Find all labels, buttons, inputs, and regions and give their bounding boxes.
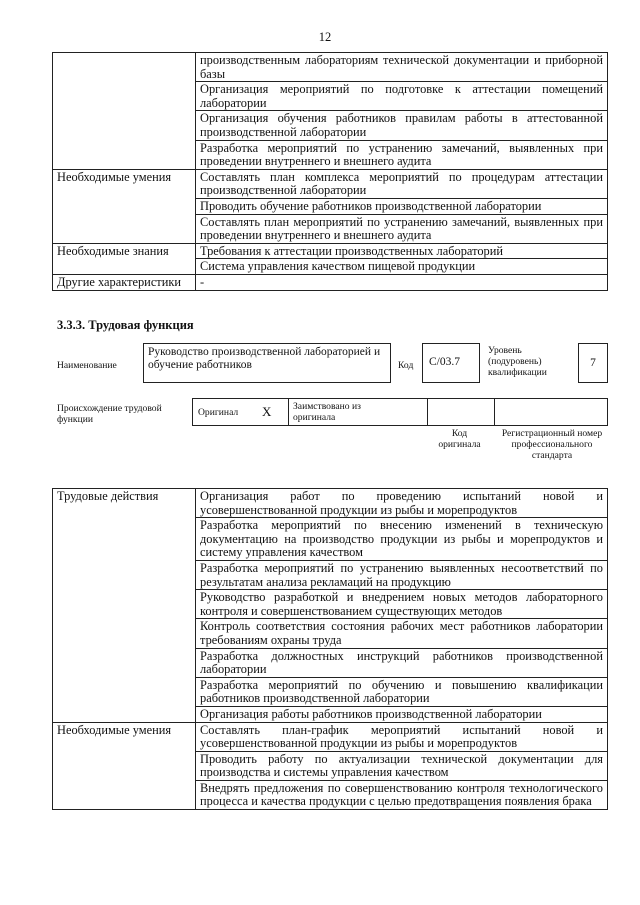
row-label: Другие характеристики <box>53 274 196 290</box>
row-label: Трудовые действия <box>53 489 196 723</box>
table-cell: Организация работы работников производственной лаборатории <box>196 706 608 722</box>
function-name-value: Руководство производственной лабораторией и обучение работников <box>148 346 381 371</box>
original-mark: X <box>262 404 272 419</box>
table-cell: Разработка мероприятий по устранению выявленных несоответствий по результатам анализа рекламаций на продукцию <box>196 560 608 589</box>
level-box <box>578 343 608 383</box>
table-cell: Разработка мероприятий по внесению изменений в техническую документацию на производство продукции из рыбы и морепродуктов и систему управления качеством <box>196 518 608 561</box>
table-row <box>53 53 608 82</box>
row-label <box>53 53 196 170</box>
origin-divider <box>494 398 495 426</box>
level-value: 7 <box>590 357 596 369</box>
origin-table <box>192 398 608 426</box>
section-title: 3.3.3. Трудовая функция <box>57 318 194 332</box>
table-labor-function <box>52 488 608 810</box>
table-continued <box>52 52 608 291</box>
reg-caption: Регистрационный номер профессионального стандарта <box>501 428 603 461</box>
code-label: Код <box>398 360 414 371</box>
table-cell: Разработка должностных инструкций работников производственной лаборатории <box>196 648 608 677</box>
table-row <box>53 169 608 198</box>
table-cell: Составлять план комплекса мероприятий по процедурам аттестации производственной лаборатории <box>196 169 608 198</box>
table-row <box>53 489 608 518</box>
table-cell: Внедрять предложения по совершенствованию контроля технологического процесса и качества продукции с целью предотвращения появления брака <box>196 780 608 809</box>
origin-label: Происхождение трудовой функции <box>57 403 162 425</box>
table-cell: Разработка мероприятий по обучению и повышению квалификации работников производственной лаборатории <box>196 677 608 706</box>
level-label: Уровень (подуровень) квалификации <box>488 345 547 378</box>
origin-divider <box>427 398 428 426</box>
origin-divider <box>288 398 289 426</box>
row-label: Необходимые знания <box>53 243 196 274</box>
code-caption: Код оригинала <box>438 428 481 450</box>
code-box <box>422 343 480 383</box>
table-cell: Требования к аттестации производственных лабораторий <box>196 243 608 259</box>
page-number: 12 <box>318 30 332 44</box>
table-cell: - <box>196 274 608 290</box>
table-cell: Организация обучения работников правилам работы в аттестованной производственной лаборатории <box>196 111 608 140</box>
table-cell: производственным лабораториям технической документации и приборной базы <box>196 53 608 82</box>
table-cell: Руководство разработкой и внедрением новых методов лабораторного контроля и совершенствованием существующих методов <box>196 590 608 619</box>
table-cell: Проводить работу по актуализации технической документации для производства и системы управления качеством <box>196 751 608 780</box>
table-row <box>53 243 608 259</box>
original-label: Оригинал <box>198 407 239 418</box>
table-cell: Организация работ по проведению испытаний новой и усовершенствованной продукции из рыбы и морепродуктов <box>196 489 608 518</box>
table-cell: Система управления качеством пищевой продукции <box>196 259 608 275</box>
code-value: С/03.7 <box>429 356 460 368</box>
table-cell: Составлять план мероприятий по устранению замечаний, выявленных при проведении внутреннего и внешнего аудита <box>196 214 608 243</box>
table-cell: Проводить обучение работников производственной лаборатории <box>196 198 608 214</box>
row-label: Необходимые умения <box>53 169 196 243</box>
row-label: Необходимые умения <box>53 722 196 810</box>
table-cell: Организация мероприятий по подготовке к аттестации помещений лаборатории <box>196 82 608 111</box>
table-row <box>53 722 608 751</box>
table-cell: Контроль соответствия состояния рабочих мест работников лаборатории требованиям охраны труда <box>196 619 608 648</box>
function-name-box <box>143 343 391 383</box>
table-row <box>53 274 608 290</box>
table-cell: Разработка мероприятий по устранению замечаний, выявленных при проведении внутреннего и внешнего аудита <box>196 140 608 169</box>
borrowed-label: Заимствовано из оригинала <box>293 401 361 423</box>
table-cell: Составлять план-график мероприятий испытаний новой и усовершенствованной продукции из рыбы и морепродуктов <box>196 722 608 751</box>
name-label: Наименование <box>57 360 117 371</box>
